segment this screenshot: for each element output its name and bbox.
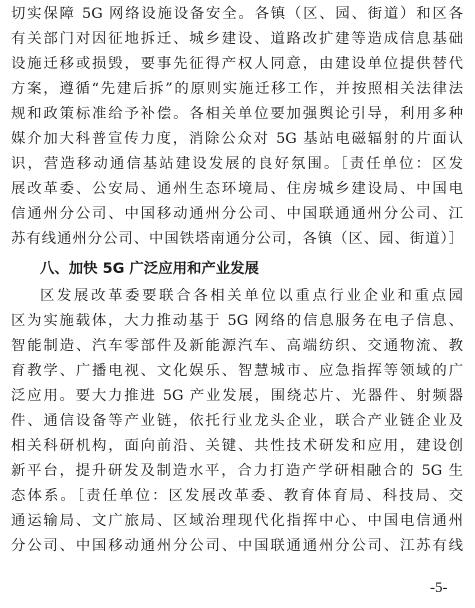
section-heading: 八、加快 5G 广泛应用和产业发展 [40,261,259,277]
text-line: 相关科研机构，面向前沿、关键、共性技术研发和应用，建设创 [11,438,463,454]
text-line: 泛应用。要大力推进 5G 产业发展，围绕芯片、光器件、射频器 [11,388,463,404]
text-line: 切实保障 5G 网络设施设备安全。各镇（区、园、街道）和区各 [11,6,463,22]
text-line: 分公司、中国移动通州分公司、中国联通通州分公司、江苏有线 [11,538,463,554]
text-line: 区发展改革委要联合各相关单位以重点行业企业和重点园 [40,288,463,304]
text-line: 识，营造移动通信基站建设发展的良好氛围。［责任单位：区发 [11,156,463,172]
text-line: 有关部门对因征地拆迁、城乡建设、道路改扩建等造成信息基础 [11,31,463,47]
page-number: -5- [430,580,448,596]
text-line: 信通州分公司、中国移动通州分公司、中国联通通州分公司、江 [11,206,463,222]
text-line: 件、通信设备等产业链，依托行业龙头企业，联合产业链企业及 [11,413,463,429]
text-line: 展改革委、公安局、通州生态环境局、住房城乡建设局、中国电 [11,181,463,197]
text-line: 规和政策标准给予补偿。各相关单位要加强舆论引导，利用多种 [11,106,463,122]
text-line: 育教学、广播电视、文化娱乐、智慧城市、应急指挥等领域的广 [11,363,463,379]
text-line: 方案，遵循“先建后拆”的原则实施迁移工作，并按照相关法律法 [11,81,463,97]
text-line: 新平台，提升研发及制造水平，合力打造产学研相融合的 5G 生 [11,463,463,479]
text-line: 设施迁移或损毁，要事先征得产权人同意，由建设单位提供替代 [11,56,463,72]
text-line: 智能制造、汽车零部件及新能源汽车、高端纺织、交通物流、教 [11,338,463,354]
text-line: 区为实施载体，大力推动基于 5G 网络的信息服务在电子信息、 [11,313,463,329]
text-line: 态体系。［责任单位：区发展改革委、教育体育局、科技局、交 [11,488,463,504]
text-line: 通运输局、文广旅局、区域治理现代化指挥中心、中国电信通州 [11,513,463,529]
text-line: 苏有线通州分公司、中国铁塔南通分公司，各镇（区、园、街道）］ [11,231,463,247]
text-line: 媒介加大科普宣传力度，消除公众对 5G 基站电磁辐射的片面认 [11,131,463,147]
